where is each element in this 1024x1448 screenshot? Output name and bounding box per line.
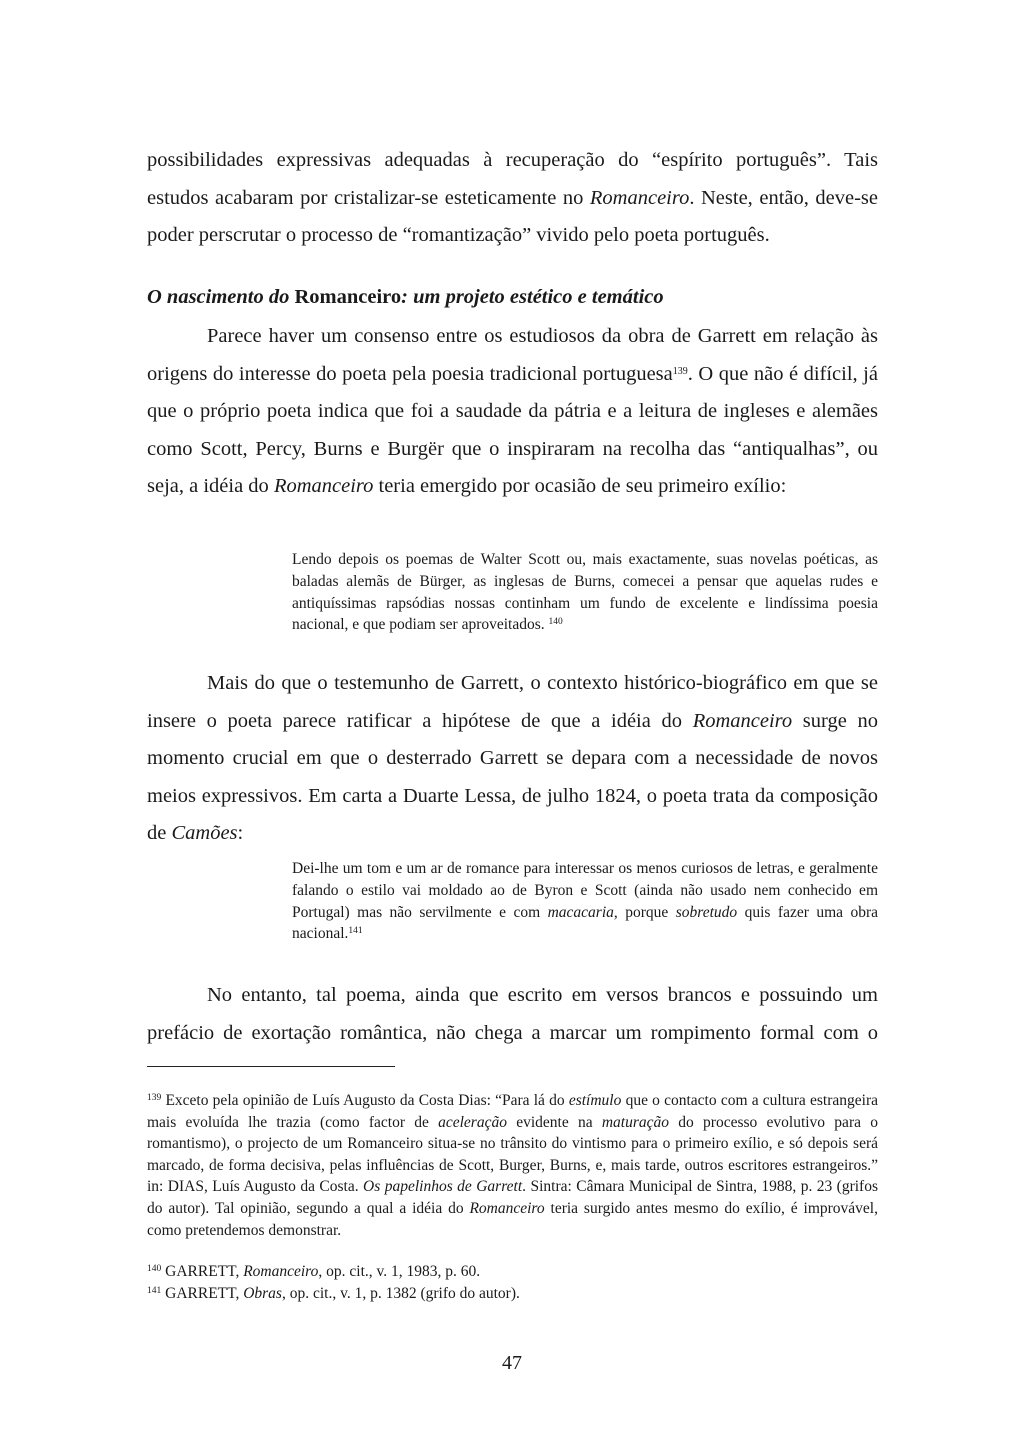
paragraph-1 bbox=[147, 318, 878, 506]
heading-part-3: : um projeto estético e temático bbox=[401, 286, 664, 308]
quote-2-text-3: quis fazer uma obra nacional. bbox=[292, 903, 878, 943]
footnote-139-number: 139 bbox=[147, 1093, 162, 1103]
footnote-140-title: Romanceiro bbox=[243, 1263, 319, 1280]
quote-2-text-2: , porque bbox=[613, 903, 676, 921]
paragraph-2-title: Romanceiro bbox=[692, 709, 793, 732]
footnote-140 bbox=[147, 1261, 878, 1283]
paragraph-3: No entanto, tal poema, ainda que escrito em versos brancos e possuindo um prefácio de exortação romântica, não chega a marcar um rompimento formal com o bbox=[147, 984, 878, 1044]
footnote-139-book-title: Os papelinhos de Garrett bbox=[363, 1178, 523, 1196]
footnote-141-number: 141 bbox=[147, 1286, 162, 1296]
footnote-separator bbox=[147, 1066, 395, 1067]
paragraph-2 bbox=[147, 665, 878, 853]
intro-text-1: possibilidades expressivas adequadas à recuperação do “espírito português”. Tais estudos acabaram por cristalizar-se esteticamente no bbox=[147, 149, 878, 209]
paragraph-1-text-3: teria emergido por ocasião de seu primeiro exílio: bbox=[373, 475, 787, 497]
paragraph-2-text-3: : bbox=[237, 822, 244, 844]
footnote-139-text-3: evidente na bbox=[506, 1113, 602, 1131]
footnote-139-title-romanceiro: Romanceiro bbox=[469, 1199, 545, 1217]
intro-text-2: . Neste, então, deve-se poder perscrutar o processo de “romantização” vivido pelo poeta português. bbox=[147, 186, 878, 246]
footnote-141-text-1: GARRETT, bbox=[161, 1285, 244, 1302]
block-quote-2 bbox=[292, 858, 878, 945]
page-number: 47 bbox=[502, 1352, 522, 1374]
footnote-139-text-2: que o contacto com a cultura estrangeira mais evoluída lhe trazia (como factor de bbox=[147, 1092, 879, 1131]
footnote-139-emphasis-2: aceleração bbox=[438, 1113, 507, 1131]
footnote-141-title: Obras bbox=[243, 1285, 282, 1302]
footnote-139-emphasis-3: maturação bbox=[601, 1113, 670, 1131]
paragraph-2-title-camoes: Camões bbox=[171, 822, 238, 844]
footnote-140-text-2: , op. cit., v. 1, 1983, p. 60. bbox=[318, 1263, 481, 1280]
footnote-141 bbox=[147, 1283, 878, 1305]
intro-title-romanceiro: Romanceiro bbox=[589, 186, 690, 209]
footnote-139-text-5: . Sintra: Câmara Municipal de Sintra, 1988, p. 23 (grifos do autor). Tal opinião, segundo a qual a idéia do bbox=[147, 1178, 879, 1217]
footnote-139-emphasis-1: estímulo bbox=[568, 1092, 622, 1109]
quote-1-text: Lendo depois os poemas de Walter Scott ou, mais exactamente, suas novelas poéticas, as baladas alemãs de Bürger, as inglesas de Burns, comecei a pensar que aquelas rudes e antiquíssimas rapsódias nossas continham um fundo de excelente e lindíssima poesia nacional, e que podiam ser aproveitados. bbox=[292, 551, 878, 634]
footnote-139-text-6: teria surgido antes mesmo do exílio, é improvável, como pretendemos demonstrar. bbox=[147, 1199, 878, 1239]
footnote-ref-140[interactable]: 140 bbox=[548, 617, 563, 628]
block-quote-1 bbox=[292, 549, 878, 636]
footnote-139-text-4: do processo evolutivo para o romantismo), o projecto de um Romanceiro situa-se no trânsito do vintismo para o primeiro exílio, e só depois será marcado, de forma decisiva, pelas influências de Scott, Burger, Burns, e, mais tarde, outros escritores estrangeiros.” in: DIAS, Luís Augusto da Costa. bbox=[147, 1113, 878, 1196]
footnote-ref-139[interactable]: 139 bbox=[672, 365, 688, 377]
paragraph-1-text-2: . O que não é difícil, já que o próprio poeta indica que foi a saudade da pátria e a leitura de ingleses e alemães como Scott, Percy, Burns e Burgër que o inspiraram na recolha das “antiqualhas”, ou seja, a idéia do bbox=[147, 362, 878, 497]
footnote-139 bbox=[147, 1090, 878, 1241]
paragraph-2-text-2: surge no momento crucial em que o desterrado Garrett se depara com a necessidade de novos meios expressivos. Em carta a Duarte Lessa, de julho 1824, o poeta trata da composição de bbox=[147, 709, 878, 844]
heading-part-2: Romanceiro bbox=[294, 286, 402, 308]
heading-part-1: O nascimento do bbox=[147, 286, 295, 308]
quote-2-emphasis-2: sobretudo bbox=[675, 903, 738, 921]
quote-2-emphasis-1: macacaria bbox=[547, 903, 614, 921]
paragraph-2-text-1: Mais do que o testemunho de Garrett, o contexto histórico-biográfico em que se insere o poeta parece ratificar a hipótese de que a idéia do bbox=[147, 672, 878, 732]
quote-2-text-1: Dei-lhe um tom e um ar de romance para interessar os menos curiosos de letras, e geralmente falando o estilo vai moldado ao de Byron e Scott (ainda não usado nem conhecido em Portugal) mas não servilmente e com bbox=[292, 860, 878, 921]
section-heading bbox=[147, 283, 878, 311]
footnote-140-number: 140 bbox=[147, 1264, 162, 1274]
paragraph-1-text-1: Parece haver um consenso entre os estudiosos da obra de Garrett em relação às origens do interesse do poeta pela poesia tradicional portuguesa bbox=[147, 325, 878, 385]
footnote-139-text-1: Exceto pela opinião de Luís Augusto da Costa Dias: “Para lá do bbox=[161, 1092, 569, 1109]
footnote-141-text-2: , op. cit., v. 1, p. 1382 (grifo do autor). bbox=[281, 1285, 520, 1302]
paragraph-1-title: Romanceiro bbox=[273, 475, 374, 497]
intro-paragraph bbox=[147, 142, 878, 255]
footnote-140-text-1: GARRETT, bbox=[161, 1263, 244, 1280]
footnote-ref-141[interactable]: 141 bbox=[348, 926, 363, 937]
